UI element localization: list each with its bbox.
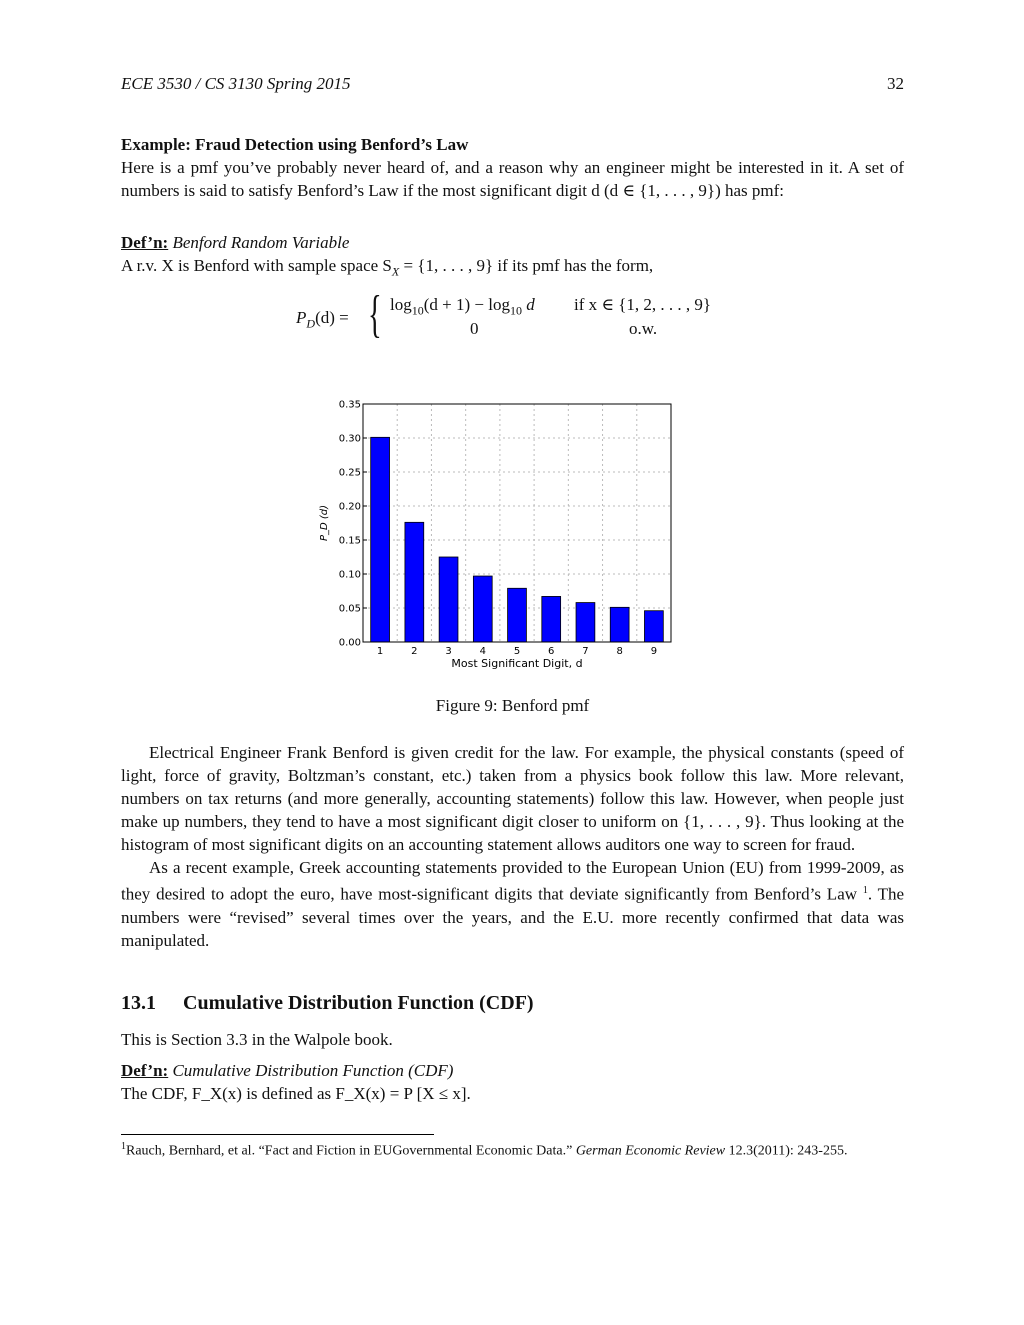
y-tick-label: 0.25: [338, 467, 361, 479]
defn2-term: Cumulative Distribution Function (CDF): [172, 1061, 454, 1080]
bar: [576, 603, 595, 642]
section-intro: This is Section 3.3 in the Walpole book.: [121, 1030, 393, 1049]
footnote-journal: German Economic Review: [575, 1143, 726, 1159]
defn2-text: The CDF, F_X(x) is defined as F_X(x) = P [X ≤ x].: [121, 1084, 471, 1103]
chart-svg: [300, 390, 700, 680]
example-intro: Here is a pmf you’ve probably never heard of, and a reason why an engineer might be interested in it. A set of numbers is said to satisfy Benford’s Law if the most significant digit d (d ∈ {1, . . . , 9}) has pmf:: [121, 158, 904, 200]
y-tick-label: 0.05: [338, 603, 361, 615]
x-tick-label: 3: [445, 646, 452, 657]
x-tick-label: 7: [582, 646, 589, 657]
defn-term: Benford Random Variable: [172, 233, 350, 252]
footnote-rule: [121, 1134, 434, 1135]
section-number: 13.1: [121, 992, 156, 1014]
y-axis-label: P_D (d): [319, 504, 330, 542]
x-axis-label: Most Significant Digit, d: [451, 657, 583, 670]
bar: [542, 596, 561, 642]
y-tick-label: 0.10: [338, 569, 361, 581]
y-tick-label: 0.35: [338, 399, 361, 411]
equation-lhs: $P_D(d)$ =: [296, 308, 349, 331]
equation-brace: {: [368, 286, 382, 343]
x-tick-label: 5: [513, 646, 521, 657]
y-tick-label: 0.15: [338, 535, 361, 547]
paragraph-greek-example: As a recent example, Greek accounting statements provided to the European Union (EU) from 1999-2009, as they desired to adopt the euro, have most-significant digits that deviate significantly from Benford’s Law $^1$. The numbers were “revised” several times over the years, and the E.U. more recently confirmed that data was manipulated.: [121, 858, 905, 950]
body-paragraphs: [121, 741, 904, 952]
figure-caption: Figure 9: Benford pmf: [435, 696, 590, 715]
section-title: Cumulative Distribution Function (CDF): [183, 992, 534, 1014]
equation-cond1: if x ∈ {1, 2, . . . , 9}: [574, 295, 712, 314]
definition-cdf: [121, 1059, 904, 1105]
x-tick-label: 2: [411, 646, 418, 657]
footnote: [121, 1137, 904, 1161]
footnote-mark: 1: [121, 1141, 126, 1152]
equation-case1: $\log_{10}(d + 1) - \log_{10} d$: [390, 295, 535, 318]
bar: [439, 557, 458, 642]
footnote-text: Rauch, Bernhard, et al. “Fact and Fiction in EUGovernmental Economic Data.”: [126, 1143, 573, 1159]
defn-label: Def’n:: [121, 233, 169, 252]
bar: [644, 611, 663, 642]
bar: [610, 607, 629, 642]
defn-text: A r.v. X is Benford with sample space $S_X = \{1$, . . . , 9} if its pmf has the form,: [121, 256, 654, 279]
equation-case2: 0: [470, 319, 479, 338]
x-tick-label: 1: [376, 646, 384, 657]
bar: [371, 437, 390, 642]
bar: [473, 576, 492, 642]
paragraph-benford-history: Electrical Engineer Frank Benford is given credit for the law. For example, the physical constants (speed of light, force of gravity, Boltzman’s constant, etc.) taken from a physics book follow this law. More relevant, numbers on tax returns (and more generally, accounting statements) follow this law. However, when people just make up numbers, they tend to have a most significant digit closer to uniform on {1, . . . , 9}. Thus looking at the histogram of most significant digits on an accounting statement allows auditors one way to screen for fraud.: [121, 743, 904, 854]
bar: [508, 588, 527, 642]
example-title: Example: Fraud Detection using Benford’s Law: [121, 135, 469, 154]
section-heading: [121, 992, 534, 1015]
benford-pmf-chart: [300, 390, 700, 680]
x-tick-label: 6: [548, 646, 555, 657]
x-tick-label: 9: [650, 646, 658, 657]
y-tick-label: 0.20: [338, 501, 361, 513]
example-block: [121, 133, 904, 202]
defn2-label: Def’n:: [121, 1061, 169, 1080]
x-tick-label: 4: [479, 646, 486, 657]
running-header: [121, 74, 904, 94]
course-title: ECE 3530 / CS 3130 Spring 2015: [121, 74, 351, 93]
footnote-tail: 12.3(2011): 243-255.: [728, 1143, 848, 1159]
definition-benford: [121, 231, 904, 283]
page-number: 32: [887, 74, 904, 93]
bar: [405, 522, 424, 642]
y-tick-label: 0.30: [338, 433, 361, 445]
equation-cond2: o.w.: [629, 319, 658, 338]
y-tick-label: 0.00: [338, 637, 361, 649]
x-tick-label: 8: [616, 646, 623, 657]
